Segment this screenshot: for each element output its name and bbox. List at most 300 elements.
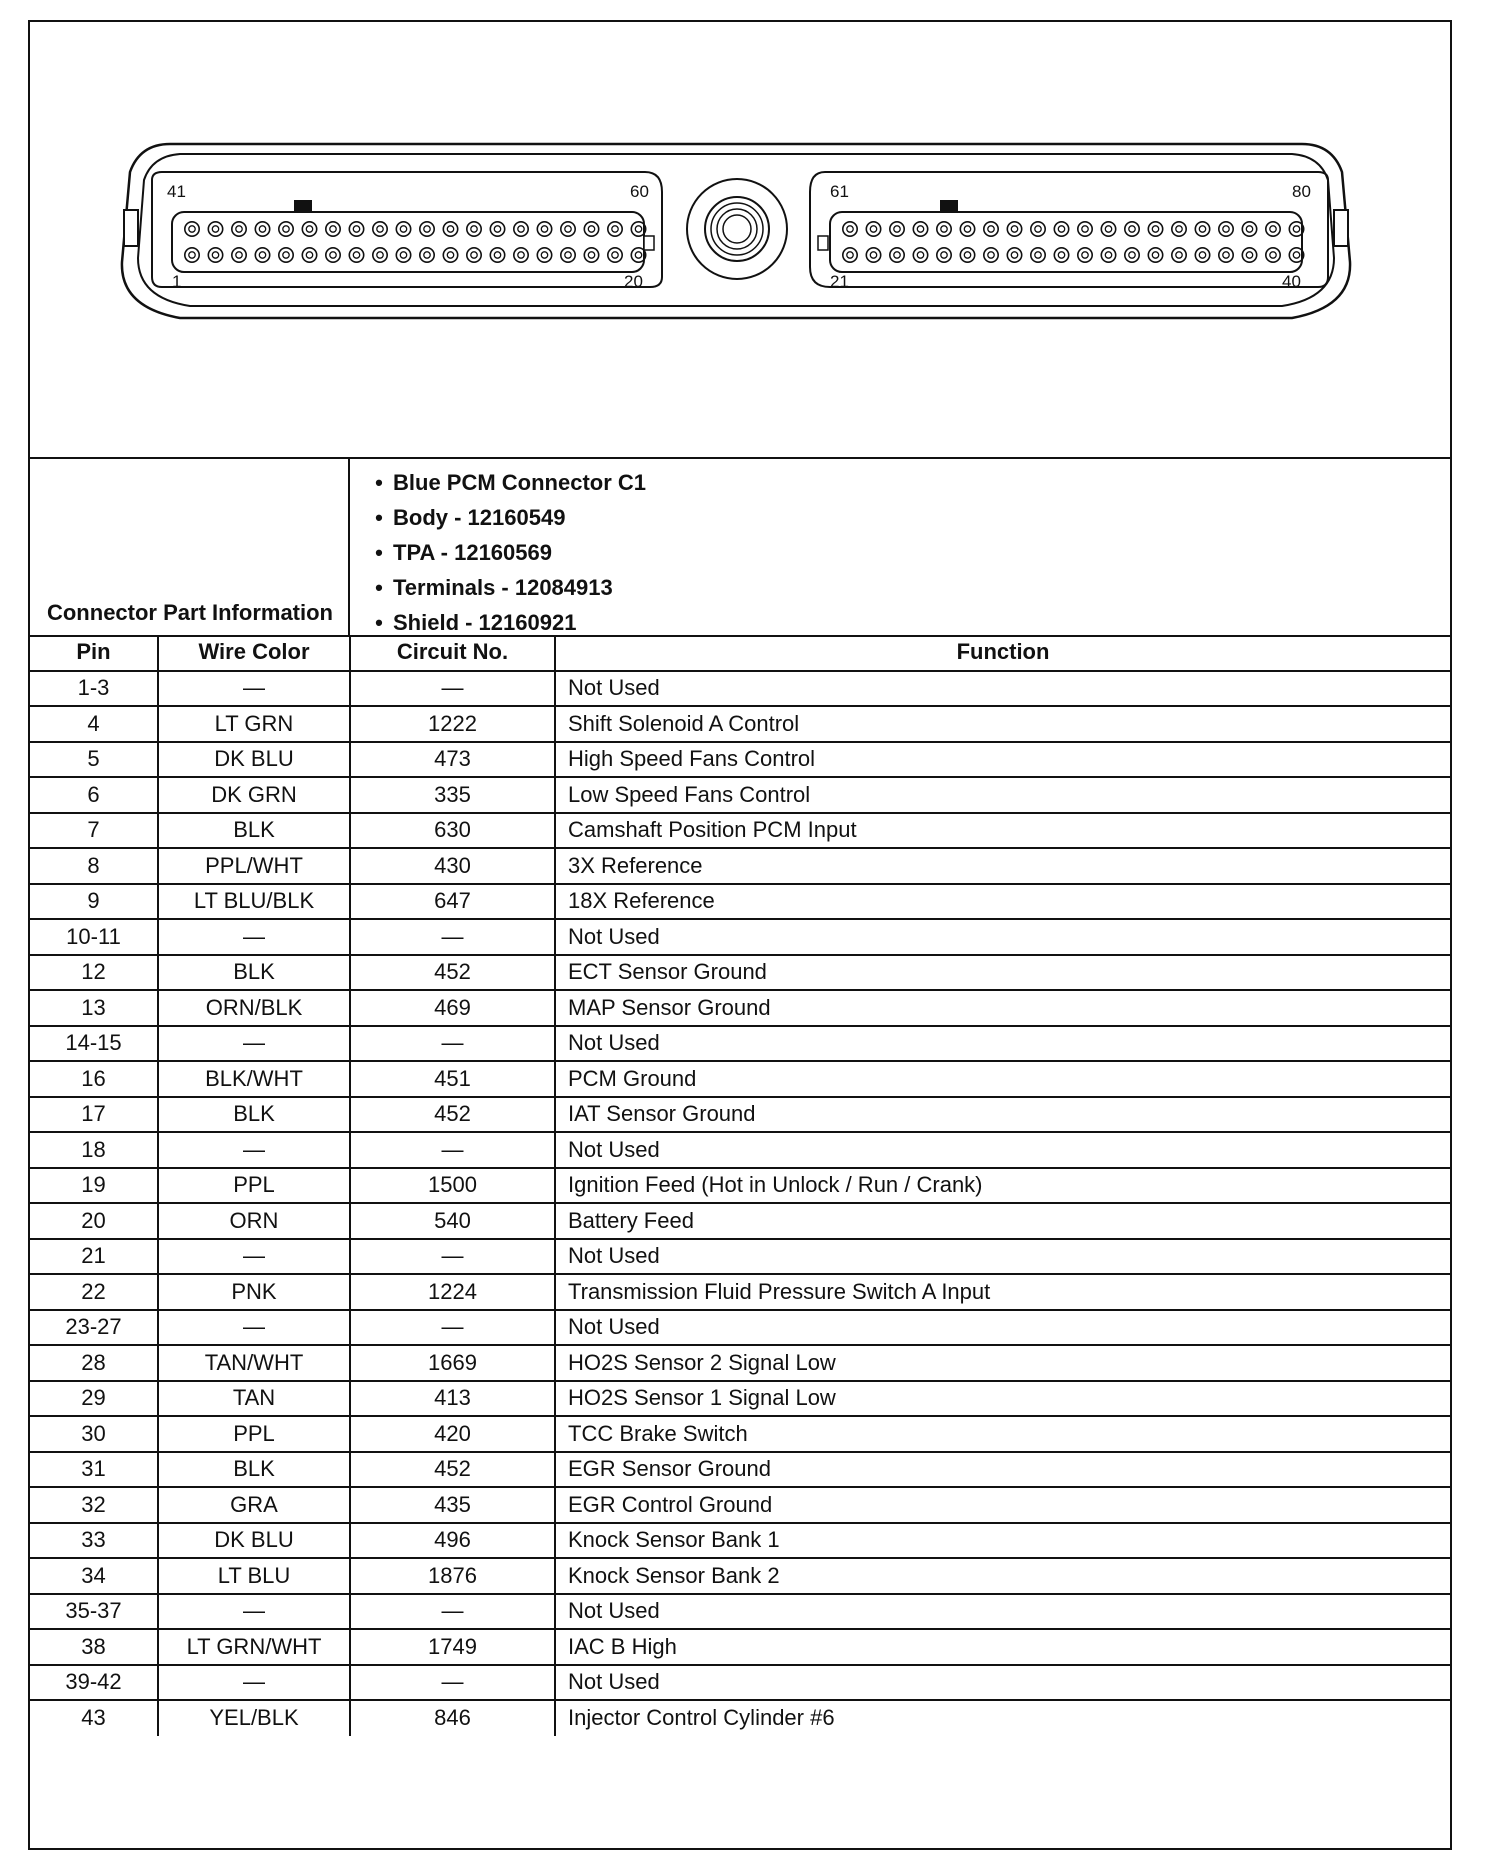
table-row <box>30 1700 1450 1736</box>
pin-hole-center <box>1011 252 1017 258</box>
wire-color-cell: LT GRN/WHT <box>158 1629 350 1665</box>
pin-hole-center <box>1223 226 1229 232</box>
pin-hole-center <box>964 252 970 258</box>
pin-hole-center <box>471 252 477 258</box>
wire-color-cell: PPL <box>158 1168 350 1204</box>
table-row <box>30 1594 1450 1630</box>
pin-hole-center <box>424 226 430 232</box>
wire-color-cell: TAN/WHT <box>158 1345 350 1381</box>
table-row <box>30 1203 1450 1239</box>
pin-label-61: 61 <box>830 182 849 201</box>
pin-cell: 10-11 <box>30 919 158 955</box>
pin-hole <box>984 248 998 262</box>
wire-color-cell: DK BLU <box>158 1523 350 1559</box>
pin-hole-center <box>447 252 453 258</box>
pin-hole <box>584 222 598 236</box>
wire-color-cell: BLK/WHT <box>158 1061 350 1097</box>
circuit-no-cell: — <box>350 1026 555 1062</box>
right-latch <box>1334 210 1348 246</box>
pin-hole-center <box>424 252 430 258</box>
pin-hole <box>608 222 622 236</box>
pin-hole <box>1242 222 1256 236</box>
pin-hole <box>1195 248 1209 262</box>
pin-hole-center <box>377 226 383 232</box>
pin-hole <box>349 222 363 236</box>
pin-cell: 17 <box>30 1097 158 1133</box>
pin-hole-center <box>1058 252 1064 258</box>
pin-hole-center <box>447 226 453 232</box>
pin-cell: 28 <box>30 1345 158 1381</box>
circuit-no-cell: 430 <box>350 848 555 884</box>
pin-hole-center <box>518 252 524 258</box>
wire-color-cell: — <box>158 1665 350 1701</box>
pin-cell: 14-15 <box>30 1026 158 1062</box>
table-row <box>30 1274 1450 1310</box>
pin-hole-center <box>1129 226 1135 232</box>
pin-hole-center <box>1152 226 1158 232</box>
table-row <box>30 1665 1450 1701</box>
pin-hole <box>490 248 504 262</box>
pin-hole <box>1266 222 1280 236</box>
pin-cell: 21 <box>30 1239 158 1275</box>
pin-hole-center <box>1035 226 1041 232</box>
header-function: Function <box>555 635 1450 671</box>
circuit-no-cell: 540 <box>350 1203 555 1239</box>
circuit-no-cell: 469 <box>350 990 555 1026</box>
circuit-no-cell: 420 <box>350 1416 555 1452</box>
pin-hole-center <box>988 252 994 258</box>
pin-hole <box>608 248 622 262</box>
function-cell: Shift Solenoid A Control <box>555 706 1450 742</box>
function-cell: MAP Sensor Ground <box>555 990 1450 1026</box>
wire-color-cell: — <box>158 1026 350 1062</box>
pin-hole <box>1101 222 1115 236</box>
pin-cell: 19 <box>30 1168 158 1204</box>
pin-hole-center <box>1176 252 1182 258</box>
pin-hole-center <box>236 252 242 258</box>
circuit-no-cell: — <box>350 1594 555 1630</box>
pin-hole-center <box>635 252 641 258</box>
pin-hole-center <box>1199 252 1205 258</box>
pin-hole-center <box>894 252 900 258</box>
circuit-no-cell: — <box>350 1310 555 1346</box>
function-cell: Not Used <box>555 1132 1450 1168</box>
wire-color-cell: BLK <box>158 813 350 849</box>
circuit-no-cell: — <box>350 671 555 707</box>
circuit-no-cell: 473 <box>350 742 555 778</box>
table-row <box>30 1381 1450 1417</box>
table-row <box>30 1310 1450 1346</box>
pin-cell: 30 <box>30 1416 158 1452</box>
pin-hole-center <box>588 252 594 258</box>
pin-hole-center <box>330 226 336 232</box>
pin-hole <box>1007 248 1021 262</box>
table-header-row <box>30 635 1450 671</box>
pin-hole <box>1219 222 1233 236</box>
pin-hole <box>185 222 199 236</box>
function-cell: Not Used <box>555 1310 1450 1346</box>
pin-cell: 18 <box>30 1132 158 1168</box>
function-cell: 18X Reference <box>555 884 1450 920</box>
pin-hole <box>1148 248 1162 262</box>
pin-hole <box>1148 222 1162 236</box>
pin-hole <box>960 248 974 262</box>
wire-color-cell: DK BLU <box>158 742 350 778</box>
pin-hole <box>890 222 904 236</box>
table-row <box>30 1416 1450 1452</box>
pin-hole <box>490 222 504 236</box>
function-cell: Not Used <box>555 671 1450 707</box>
circuit-no-cell: 435 <box>350 1487 555 1523</box>
pin-hole-center <box>353 252 359 258</box>
pin-hole-center <box>1246 252 1252 258</box>
function-cell: High Speed Fans Control <box>555 742 1450 778</box>
pin-hole-center <box>1152 252 1158 258</box>
pin-hole-center <box>330 252 336 258</box>
pin-hole <box>866 248 880 262</box>
pin-cell: 29 <box>30 1381 158 1417</box>
table-row <box>30 813 1450 849</box>
pin-hole-center <box>565 252 571 258</box>
function-cell: Not Used <box>555 1594 1450 1630</box>
pin-hole-center <box>494 252 500 258</box>
pin-hole-center <box>541 226 547 232</box>
table-row <box>30 1487 1450 1523</box>
pin-cell: 13 <box>30 990 158 1026</box>
function-cell: Knock Sensor Bank 2 <box>555 1558 1450 1594</box>
pin-hole-center <box>1129 252 1135 258</box>
pin-hole-center <box>306 252 312 258</box>
pin-hole <box>514 222 528 236</box>
pin-hole-center <box>988 226 994 232</box>
circuit-no-cell: — <box>350 1665 555 1701</box>
pin-hole <box>467 222 481 236</box>
pin-hole-center <box>283 252 289 258</box>
pin-hole-center <box>847 226 853 232</box>
pin-hole <box>420 248 434 262</box>
left-latch <box>124 210 138 246</box>
function-cell: Low Speed Fans Control <box>555 777 1450 813</box>
pin-cell: 35-37 <box>30 1594 158 1630</box>
pin-hole <box>232 222 246 236</box>
wire-color-cell: — <box>158 1310 350 1346</box>
pin-hole <box>937 248 951 262</box>
function-cell: Camshaft Position PCM Input <box>555 813 1450 849</box>
wire-color-cell: — <box>158 671 350 707</box>
wire-color-cell: GRA <box>158 1487 350 1523</box>
pin-cell: 7 <box>30 813 158 849</box>
pin-hole-center <box>1270 252 1276 258</box>
function-cell: HO2S Sensor 1 Signal Low <box>555 1381 1450 1417</box>
pin-hole <box>960 222 974 236</box>
function-cell: EGR Sensor Ground <box>555 1452 1450 1488</box>
table-row <box>30 1523 1450 1559</box>
pin-hole-center <box>189 252 195 258</box>
right-pin-insert <box>830 212 1302 272</box>
pin-hole <box>279 248 293 262</box>
pin-hole-center <box>377 252 383 258</box>
pin-label-1: 1 <box>172 272 182 291</box>
pin-table <box>30 635 1450 1736</box>
pin-hole-center <box>870 252 876 258</box>
table-row <box>30 919 1450 955</box>
pin-hole-center <box>494 226 500 232</box>
info-list <box>365 465 646 640</box>
pin-hole-center <box>212 226 218 232</box>
pin-hole <box>913 222 927 236</box>
pin-hole <box>843 248 857 262</box>
wire-color-cell: LT BLU <box>158 1558 350 1594</box>
pin-hole-center <box>306 226 312 232</box>
function-cell: IAT Sensor Ground <box>555 1097 1450 1133</box>
pin-hole-center <box>565 226 571 232</box>
info-item: • TPA - 12160569 <box>375 540 552 565</box>
wire-color-cell: LT GRN <box>158 706 350 742</box>
info-item: • Shield - 12160921 <box>375 610 577 635</box>
pin-hole <box>561 222 575 236</box>
pin-hole <box>984 222 998 236</box>
wire-color-cell: — <box>158 1132 350 1168</box>
connector-diagram <box>30 22 1450 459</box>
connector-drawing <box>30 22 1450 457</box>
pin-hole <box>1054 222 1068 236</box>
wire-color-cell: DK GRN <box>158 777 350 813</box>
circuit-no-cell: — <box>350 1132 555 1168</box>
pin-hole-center <box>894 226 900 232</box>
pin-hole-center <box>541 252 547 258</box>
circuit-no-cell: 846 <box>350 1700 555 1736</box>
pin-cell: 1-3 <box>30 671 158 707</box>
pin-hole <box>1078 222 1092 236</box>
function-cell: ECT Sensor Ground <box>555 955 1450 991</box>
wire-color-cell: ORN/BLK <box>158 990 350 1026</box>
pin-label-40: 40 <box>1282 272 1301 291</box>
circuit-no-cell: 647 <box>350 884 555 920</box>
pin-hole-center <box>588 226 594 232</box>
pin-hole-center <box>941 252 947 258</box>
pin-hole <box>255 248 269 262</box>
pin-hole-center <box>518 226 524 232</box>
function-cell: IAC B High <box>555 1629 1450 1665</box>
pin-hole <box>1172 248 1186 262</box>
table-row <box>30 1452 1450 1488</box>
info-label: Connector Part Information <box>46 600 333 625</box>
pin-cell: 32 <box>30 1487 158 1523</box>
table-row <box>30 1168 1450 1204</box>
table-row <box>30 884 1450 920</box>
pin-cell: 33 <box>30 1523 158 1559</box>
pin-cell: 6 <box>30 777 158 813</box>
pin-hole-center <box>259 252 265 258</box>
circuit-no-cell: 335 <box>350 777 555 813</box>
pin-hole-center <box>212 252 218 258</box>
left-key <box>644 236 654 250</box>
pin-hole <box>467 248 481 262</box>
pin-hole <box>349 248 363 262</box>
function-cell: Not Used <box>555 1665 1450 1701</box>
center-bolt <box>687 179 787 279</box>
connector-part-info <box>30 457 1450 637</box>
pin-cell: 4 <box>30 706 158 742</box>
left-polarization-tab <box>294 200 312 211</box>
pin-cell: 34 <box>30 1558 158 1594</box>
pin-hole <box>373 248 387 262</box>
pin-hole <box>279 222 293 236</box>
pin-hole-center <box>612 226 618 232</box>
pin-hole <box>537 222 551 236</box>
circuit-no-cell: 496 <box>350 1523 555 1559</box>
pin-cell: 8 <box>30 848 158 884</box>
pin-hole-center <box>1176 226 1182 232</box>
pin-hole-center <box>1035 252 1041 258</box>
wire-color-cell: BLK <box>158 1452 350 1488</box>
pin-hole <box>1031 222 1045 236</box>
pin-label-80: 80 <box>1292 182 1311 201</box>
pin-hole <box>232 248 246 262</box>
connector-sheet <box>28 20 1452 1850</box>
pin-hole <box>514 248 528 262</box>
table-row <box>30 742 1450 778</box>
pin-hole-center <box>400 252 406 258</box>
info-item: • Terminals - 12084913 <box>375 575 613 600</box>
table-row <box>30 1061 1450 1097</box>
circuit-no-cell: 630 <box>350 813 555 849</box>
pin-hole-center <box>189 226 195 232</box>
pin-label-20: 20 <box>624 272 643 291</box>
pin-hole <box>1266 248 1280 262</box>
wire-color-cell: — <box>158 1594 350 1630</box>
wire-color-cell: — <box>158 1239 350 1275</box>
pin-label-60: 60 <box>630 182 649 201</box>
pin-cell: 31 <box>30 1452 158 1488</box>
pin-hole <box>1195 222 1209 236</box>
info-item: • Blue PCM Connector C1 <box>375 470 647 495</box>
table-row <box>30 1097 1450 1133</box>
table-row <box>30 777 1450 813</box>
circuit-no-cell: 1876 <box>350 1558 555 1594</box>
pin-hole <box>326 222 340 236</box>
pin-hole-center <box>917 252 923 258</box>
wire-color-cell: BLK <box>158 1097 350 1133</box>
pin-hole-center <box>964 226 970 232</box>
pin-hole-center <box>1105 252 1111 258</box>
table-row <box>30 955 1450 991</box>
pin-hole <box>584 248 598 262</box>
pin-hole <box>866 222 880 236</box>
pin-hole <box>537 248 551 262</box>
pin-cell: 22 <box>30 1274 158 1310</box>
pin-hole-center <box>353 226 359 232</box>
pin-hole-center <box>259 226 265 232</box>
pin-hole-center <box>847 252 853 258</box>
pin-hole <box>1078 248 1092 262</box>
pin-hole-center <box>236 226 242 232</box>
pin-hole <box>561 248 575 262</box>
circuit-no-cell: 1500 <box>350 1168 555 1204</box>
function-cell: EGR Control Ground <box>555 1487 1450 1523</box>
pin-hole <box>1101 248 1115 262</box>
pin-hole <box>1054 248 1068 262</box>
wire-color-cell: PNK <box>158 1274 350 1310</box>
pin-hole <box>1125 248 1139 262</box>
table-row <box>30 1558 1450 1594</box>
pin-hole <box>326 248 340 262</box>
table-row <box>30 1345 1450 1381</box>
wire-color-cell: ORN <box>158 1203 350 1239</box>
pin-hole-center <box>1082 252 1088 258</box>
pin-hole <box>1242 248 1256 262</box>
wire-color-cell: — <box>158 919 350 955</box>
info-item: • Body - 12160549 <box>375 505 566 530</box>
function-cell: Knock Sensor Bank 1 <box>555 1523 1450 1559</box>
circuit-no-cell: 452 <box>350 1452 555 1488</box>
pin-hole <box>890 248 904 262</box>
pin-hole-center <box>1105 226 1111 232</box>
pin-hole-center <box>1223 252 1229 258</box>
circuit-no-cell: 452 <box>350 955 555 991</box>
table-row <box>30 1239 1450 1275</box>
function-cell: Not Used <box>555 1026 1450 1062</box>
pin-hole-center <box>1058 226 1064 232</box>
pin-cell: 23-27 <box>30 1310 158 1346</box>
pin-cell: 38 <box>30 1629 158 1665</box>
pin-hole-center <box>283 226 289 232</box>
wire-color-cell: TAN <box>158 1381 350 1417</box>
table-row <box>30 1026 1450 1062</box>
left-pin-insert <box>172 212 644 272</box>
pin-label-41: 41 <box>167 182 186 201</box>
pin-hole <box>1007 222 1021 236</box>
pin-cell: 9 <box>30 884 158 920</box>
pin-cell: 43 <box>30 1700 158 1736</box>
pin-hole-center <box>400 226 406 232</box>
pin-hole <box>843 222 857 236</box>
pin-hole <box>1172 222 1186 236</box>
header-wire-color: Wire Color <box>158 635 350 671</box>
pin-hole-center <box>1270 226 1276 232</box>
right-polarization-tab <box>940 200 958 211</box>
circuit-no-cell: 1224 <box>350 1274 555 1310</box>
table-row <box>30 706 1450 742</box>
pin-hole <box>913 248 927 262</box>
info-label-cell <box>30 457 350 635</box>
pin-cell: 16 <box>30 1061 158 1097</box>
circuit-no-cell: 1669 <box>350 1345 555 1381</box>
circuit-no-cell: 1749 <box>350 1629 555 1665</box>
table-row <box>30 1132 1450 1168</box>
pin-hole <box>1031 248 1045 262</box>
pin-hole-center <box>870 226 876 232</box>
pin-cell: 5 <box>30 742 158 778</box>
pin-label-21: 21 <box>830 272 849 291</box>
pin-hole-center <box>1293 226 1299 232</box>
pin-hole <box>373 222 387 236</box>
pin-hole-center <box>941 226 947 232</box>
function-cell: Ignition Feed (Hot in Unlock / Run / Crank) <box>555 1168 1450 1204</box>
function-cell: Not Used <box>555 1239 1450 1275</box>
pin-hole-center <box>1246 226 1252 232</box>
wire-color-cell: YEL/BLK <box>158 1700 350 1736</box>
circuit-no-cell: 452 <box>350 1097 555 1133</box>
right-key <box>818 236 828 250</box>
pin-hole <box>443 222 457 236</box>
pin-hole-center <box>1011 226 1017 232</box>
pin-hole <box>302 248 316 262</box>
pin-hole-center <box>1199 226 1205 232</box>
function-cell: Battery Feed <box>555 1203 1450 1239</box>
function-cell: HO2S Sensor 2 Signal Low <box>555 1345 1450 1381</box>
header-pin: Pin <box>30 635 158 671</box>
